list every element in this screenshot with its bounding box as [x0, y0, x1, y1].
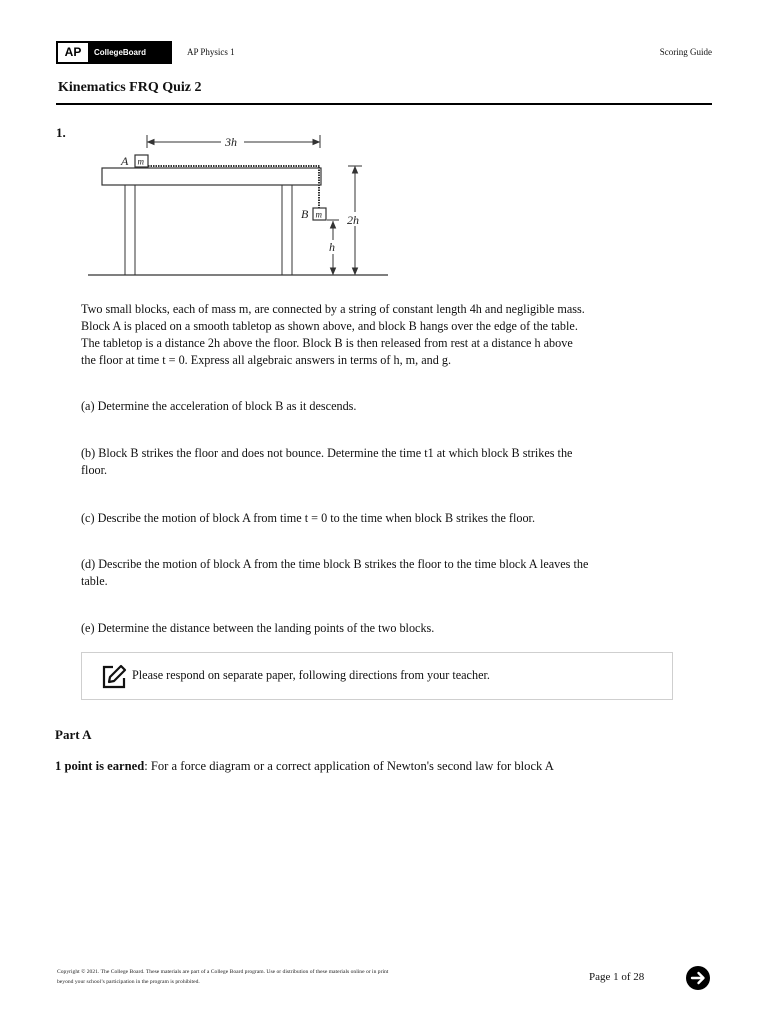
part-a-question: (a) Determine the acceleration of block B as it descends. — [81, 399, 357, 413]
respond-note-text: Please respond on separate paper, following directions from your teacher. — [132, 668, 490, 682]
intro-line: Block A is placed on a smooth tabletop as shown above, and block B hangs over the edge of the table. — [81, 319, 578, 333]
scoring-criterion — [55, 759, 554, 774]
title-divider — [56, 103, 712, 105]
table-leg-right — [282, 185, 292, 275]
question-intro — [81, 301, 681, 369]
table-leg-left — [125, 185, 135, 275]
edit-pencil-icon — [101, 664, 127, 690]
label-2h: 2h — [347, 213, 359, 227]
part-d-question — [81, 556, 681, 590]
copyright-line: Copyright © 2021. The College Board. These materials are part of a College Board program. Use or distribution of these materials online or in print — [57, 969, 389, 975]
next-page-arrow-icon[interactable] — [686, 966, 710, 990]
copyright-notice — [57, 968, 477, 987]
intro-line: The tabletop is a distance 2h above the floor. Block B is then released from rest at a distance h above — [81, 336, 573, 350]
label-h: h — [329, 240, 335, 254]
question-number: 1. — [56, 125, 66, 140]
scoring-part-heading: Part A — [55, 727, 92, 742]
label-3h: 3h — [225, 135, 237, 149]
tabletop — [102, 168, 321, 185]
part-d-line: (d) Describe the motion of block A from the time block B strikes the floor to the time block A leaves the — [81, 557, 589, 571]
page-title: Kinematics FRQ Quiz 2 — [58, 80, 202, 95]
collegeboard-logo-text: CollegeBoard — [94, 48, 147, 57]
label-block-b-mass: m — [315, 209, 322, 220]
label-block-a: A — [121, 154, 129, 168]
part-c-question: (c) Describe the motion of block A from time t = 0 to the time when block B strikes the floor. — [81, 511, 535, 525]
intro-line: Two small blocks, each of mass m, are connected by a string of constant length 4h and negligible mass. — [81, 302, 585, 316]
intro-line: the floor at time t = 0. Express all algebraic answers in terms of h, m, and g. — [81, 353, 452, 367]
part-e-question: (e) Determine the distance between the landing points of the two blocks. — [81, 621, 435, 635]
document-type: Scoring Guide — [659, 47, 712, 57]
ap-collegeboard-logo — [56, 41, 172, 64]
scoring-criterion-text: : For a force diagram or a correct application of Newton's second law for block A — [144, 759, 554, 773]
page-number: Page 1 of 28 — [589, 971, 645, 983]
points-earned-label: 1 point is earned — [55, 759, 145, 773]
part-b-line: (b) Block B strikes the floor and does not bounce. Determine the time t1 at which block B strikes the — [81, 446, 573, 460]
label-block-b: B — [301, 207, 309, 221]
respond-note-box — [81, 652, 673, 700]
arrowhead-right — [313, 140, 319, 145]
course-name: AP Physics 1 — [187, 47, 235, 57]
ap-logo-mark: AP — [58, 43, 88, 62]
part-b-line: floor. — [81, 463, 108, 477]
copyright-line: beyond your school’s participation in the program is prohibited. — [57, 978, 200, 985]
table-blocks-diagram — [86, 130, 392, 280]
label-block-a-mass: m — [137, 156, 144, 167]
part-d-line: table. — [81, 574, 108, 588]
part-b-question — [81, 445, 681, 479]
arrowhead-left — [148, 140, 154, 145]
page-header — [56, 41, 712, 65]
